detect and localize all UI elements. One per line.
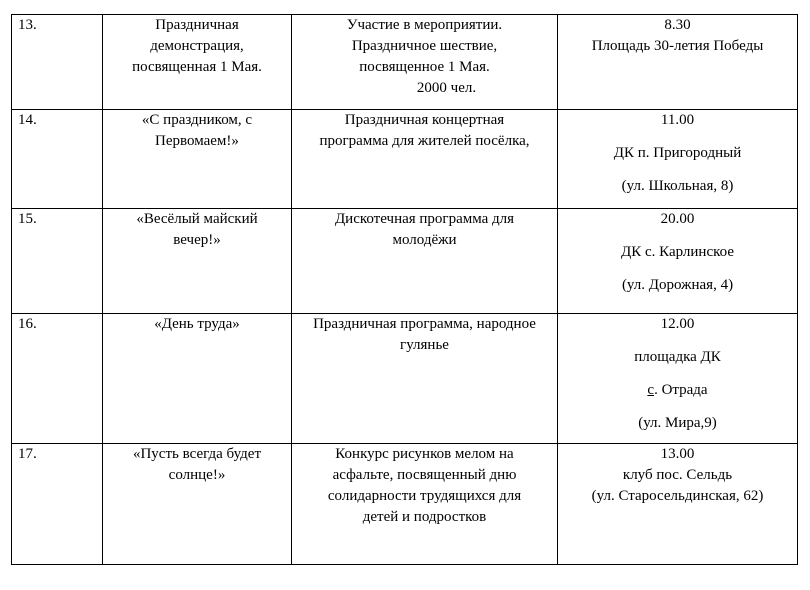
event-name: «Пусть всегда будет солнце!» xyxy=(103,444,292,565)
event-time-place: 12.00 площадка ДК с. Отрада (ул. Мира,9) xyxy=(558,314,798,444)
event-description: Праздничная концертная программа для жителей посёлка, xyxy=(292,110,558,209)
event-time-place: 11.00 ДК п. Пригородный (ул. Школьная, 8) xyxy=(558,110,798,209)
event-description: Участие в мероприятии. Праздничное шествие, посвященное 1 Мая. 2000 чел. xyxy=(292,15,558,110)
table-row xyxy=(12,444,798,565)
row-number: 13. xyxy=(12,15,103,110)
table-row xyxy=(12,209,798,314)
event-description: Конкурс рисунков мелом на асфальте, посвященный дню солидарности трудящихся для детей и подростков xyxy=(292,444,558,565)
row-number: 15. xyxy=(12,209,103,314)
table-row xyxy=(12,314,798,444)
table-row xyxy=(12,15,798,110)
row-number: 14. xyxy=(12,110,103,209)
event-time-place: 13.00 клуб пос. Сельдь (ул. Старосельдинская, 62) xyxy=(558,444,798,565)
row-number: 16. xyxy=(12,314,103,444)
event-name: «Весёлый майский вечер!» xyxy=(103,209,292,314)
event-time-place: 8.30 Площадь 30-летия Победы xyxy=(558,15,798,110)
event-description: Праздничная программа, народное гулянье xyxy=(292,314,558,444)
event-time-place: 20.00 ДК с. Карлинское (ул. Дорожная, 4) xyxy=(558,209,798,314)
event-description: Дискотечная программа для молодёжи xyxy=(292,209,558,314)
event-name: Праздничная демонстрация, посвященная 1 Мая. xyxy=(103,15,292,110)
table-row xyxy=(12,110,798,209)
events-table xyxy=(11,14,798,565)
event-name: «С праздником, с Первомаем!» xyxy=(103,110,292,209)
event-name: «День труда» xyxy=(103,314,292,444)
row-number: 17. xyxy=(12,444,103,565)
